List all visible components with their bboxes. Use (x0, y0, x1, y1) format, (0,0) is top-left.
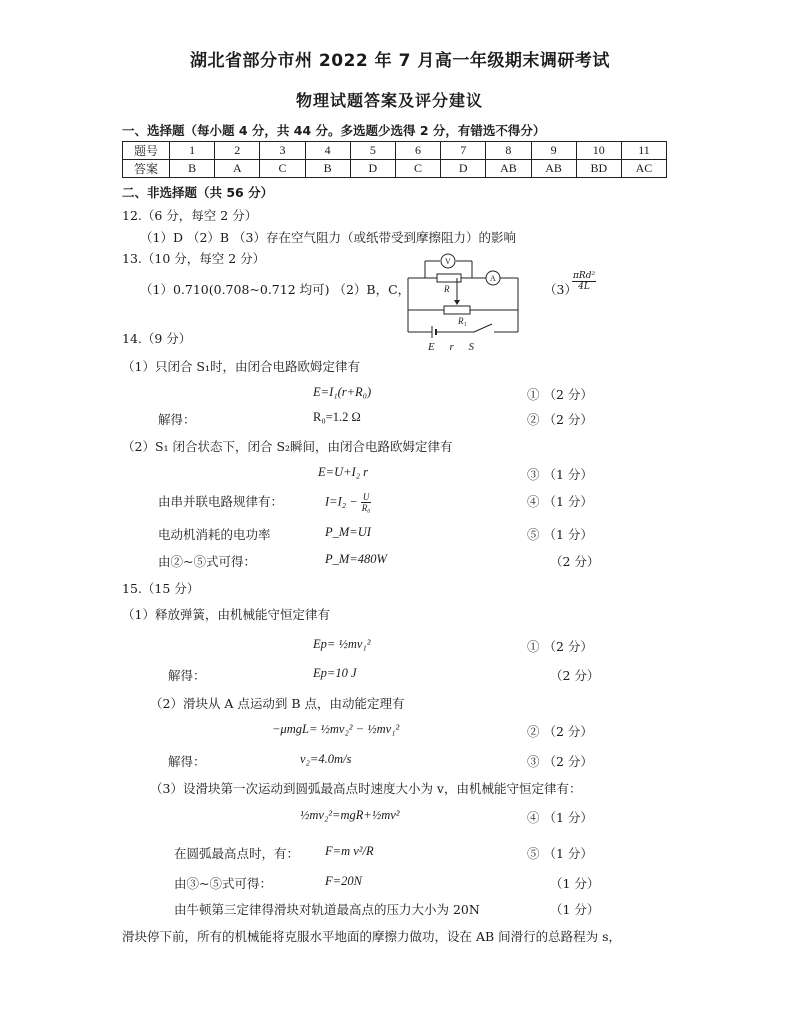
q15-part3-text: （3）设滑块第一次运动到圆弧最高点时速度大小为 v，由机械能守恒定律有： (150, 781, 582, 796)
q14-eq1-score: ① （2 分） (527, 387, 593, 402)
q14-part1-text: （1）只闭合 S₁时，由闭合电路欧姆定律有 (122, 359, 361, 374)
q13-answer-parts: （1）0.710(0.708~0.712 均可) （2）B，C， (140, 282, 411, 297)
answer-cell: C (260, 160, 305, 178)
question-number-cell: 5 (350, 142, 395, 160)
q15-eq3-score: ② （2 分） (527, 724, 593, 739)
q15-eq8-score: （1 分） (550, 902, 600, 917)
q15-solve-label-2: 解得： (168, 754, 206, 769)
question-number-cell: 4 (305, 142, 350, 160)
q14-eq4-label: 由串并联电路规律有： (158, 494, 284, 509)
q15-eq7-label: 由③~⑤式可得： (174, 876, 272, 891)
fraction-denominator: 4L (578, 282, 590, 292)
q14-heading: 14.（9 分） (122, 331, 192, 346)
question-number-cell: 11 (621, 142, 666, 160)
circuit-element-labels: E r S (428, 341, 474, 353)
answer-cell: D (350, 160, 395, 178)
q14-eq4-score: ④ （1 分） (527, 494, 593, 509)
q14-eq5-score: ⑤ （1 分） (527, 527, 593, 542)
q15-part2-text: （2）滑块从 A 点运动到 B 点，由动能定理有 (150, 696, 405, 711)
q15-eq6-score: ⑤ （1 分） (527, 846, 593, 861)
resistor-label: R (444, 284, 450, 294)
fraction-denominator: R₀ (361, 503, 371, 513)
q14-eq6: P_M=480W (325, 552, 387, 566)
answer-cell: C (395, 160, 440, 178)
q15-eq2-score: （2 分） (550, 668, 600, 683)
question-number-cell: 6 (395, 142, 440, 160)
q15-eq7: F=20N (325, 874, 362, 888)
answer-cell: AB (531, 160, 576, 178)
q14-eq3-score: ③ （1 分） (527, 467, 593, 482)
circuit-diagram (400, 248, 530, 354)
q14-eq4 (325, 492, 371, 513)
document-subtitle: 物理试题答案及评分建议 (296, 91, 484, 110)
q15-eq5-score: ④ （1 分） (527, 810, 593, 825)
fraction-numerator: πRd² (573, 271, 596, 281)
q15-solve-label: 解得： (168, 668, 206, 683)
answer-cell: BD (576, 160, 621, 178)
q15-eq1-score: ① （2 分） (527, 639, 593, 654)
q15-eq8-text: 由牛顿第三定律得滑块对轨道最高点的压力大小为 20N (174, 902, 480, 917)
q14-part2-text: （2）S₁ 闭合状态下，闭合 S₂瞬间，由闭合电路欧姆定律有 (122, 439, 453, 454)
q15-eq2: Ep=10 J (313, 666, 357, 680)
q14-eq2-score: ② （2 分） (527, 412, 593, 427)
answer-table (122, 141, 667, 178)
ammeter-label: A (490, 274, 496, 283)
answer-cell: B (170, 160, 215, 178)
question-number-cell: 8 (486, 142, 531, 160)
document-title: 湖北省部分市州 2022 年 7 月高一年级期末调研考试 (190, 51, 610, 71)
voltmeter-label: V (445, 257, 451, 266)
q14-eq4-text: I=I₂ − (325, 494, 358, 509)
section1-heading: 一、选择题（每小题 4 分，共 44 分。多选题少选得 2 分，有错选不得分） (122, 123, 546, 138)
q14-eq2: R₀=1.2 Ω (313, 410, 361, 424)
q15-eq4-score: ③ （2 分） (527, 754, 593, 769)
q13-heading: 13.（10 分，每空 2 分） (122, 251, 266, 266)
q13-fraction (572, 271, 596, 292)
q14-eq3: E=U+I₂ r (318, 465, 369, 479)
q15-eq4: v₂=4.0m/s (300, 752, 352, 766)
answer-cell: D (441, 160, 486, 178)
rheostat-label: R₁ (458, 316, 467, 326)
q15-eq7-score: （1 分） (550, 876, 600, 891)
q14-eq6-label: 由②~⑤式可得： (158, 554, 256, 569)
table-header-cell: 题号 (123, 142, 170, 160)
table-header-cell: 答案 (123, 160, 170, 178)
q14-eq5-label: 电动机消耗的电功率 (158, 527, 271, 542)
answer-cell: AB (486, 160, 531, 178)
question-number-cell: 10 (576, 142, 621, 160)
fraction-numerator: U (361, 492, 372, 503)
q15-part1-text: （1）释放弹簧，由机械能守恒定律有 (122, 607, 330, 622)
q15-eq5: ½mv₂²=mgR+½mv² (300, 808, 400, 822)
q14-eq5: P_M=UI (325, 525, 371, 539)
q14-eq6-score: （2 分） (550, 554, 600, 569)
question-number-cell: 1 (170, 142, 215, 160)
question-number-cell: 9 (531, 142, 576, 160)
q15-eq1: Ep= ½mv₁² (313, 637, 371, 651)
q15-eq3: −μmgL= ½mv₂² − ½mv₁² (272, 722, 400, 736)
q15-eq6-label: 在圆弧最高点时，有： (174, 846, 300, 861)
table-row (123, 142, 667, 160)
q13-part3-label: （3） (544, 282, 577, 297)
q14-eq1: E=I₁(r+R₀) (313, 385, 372, 399)
q12-answer: （1）D （2）B （3）存在空气阻力（或纸带受到摩擦阻力）的影响 (140, 230, 517, 245)
section2-heading: 二、非选择题（共 56 分） (122, 185, 274, 200)
question-number-cell: 7 (441, 142, 486, 160)
answer-cell: A (215, 160, 260, 178)
answer-cell: AC (621, 160, 666, 178)
answer-cell: B (305, 160, 350, 178)
q15-last-line: 滑块停下前，所有的机械能将克服水平地面的摩擦力做功，设在 AB 间滑行的总路程为 s， (122, 929, 622, 944)
q15-heading: 15.（15 分） (122, 581, 200, 596)
question-number-cell: 2 (215, 142, 260, 160)
q14-solve-label: 解得： (158, 412, 196, 427)
q12-heading: 12.（6 分，每空 2 分） (122, 208, 258, 223)
question-number-cell: 3 (260, 142, 305, 160)
q15-eq6: F=m v²/R (325, 844, 374, 858)
table-row (123, 160, 667, 178)
